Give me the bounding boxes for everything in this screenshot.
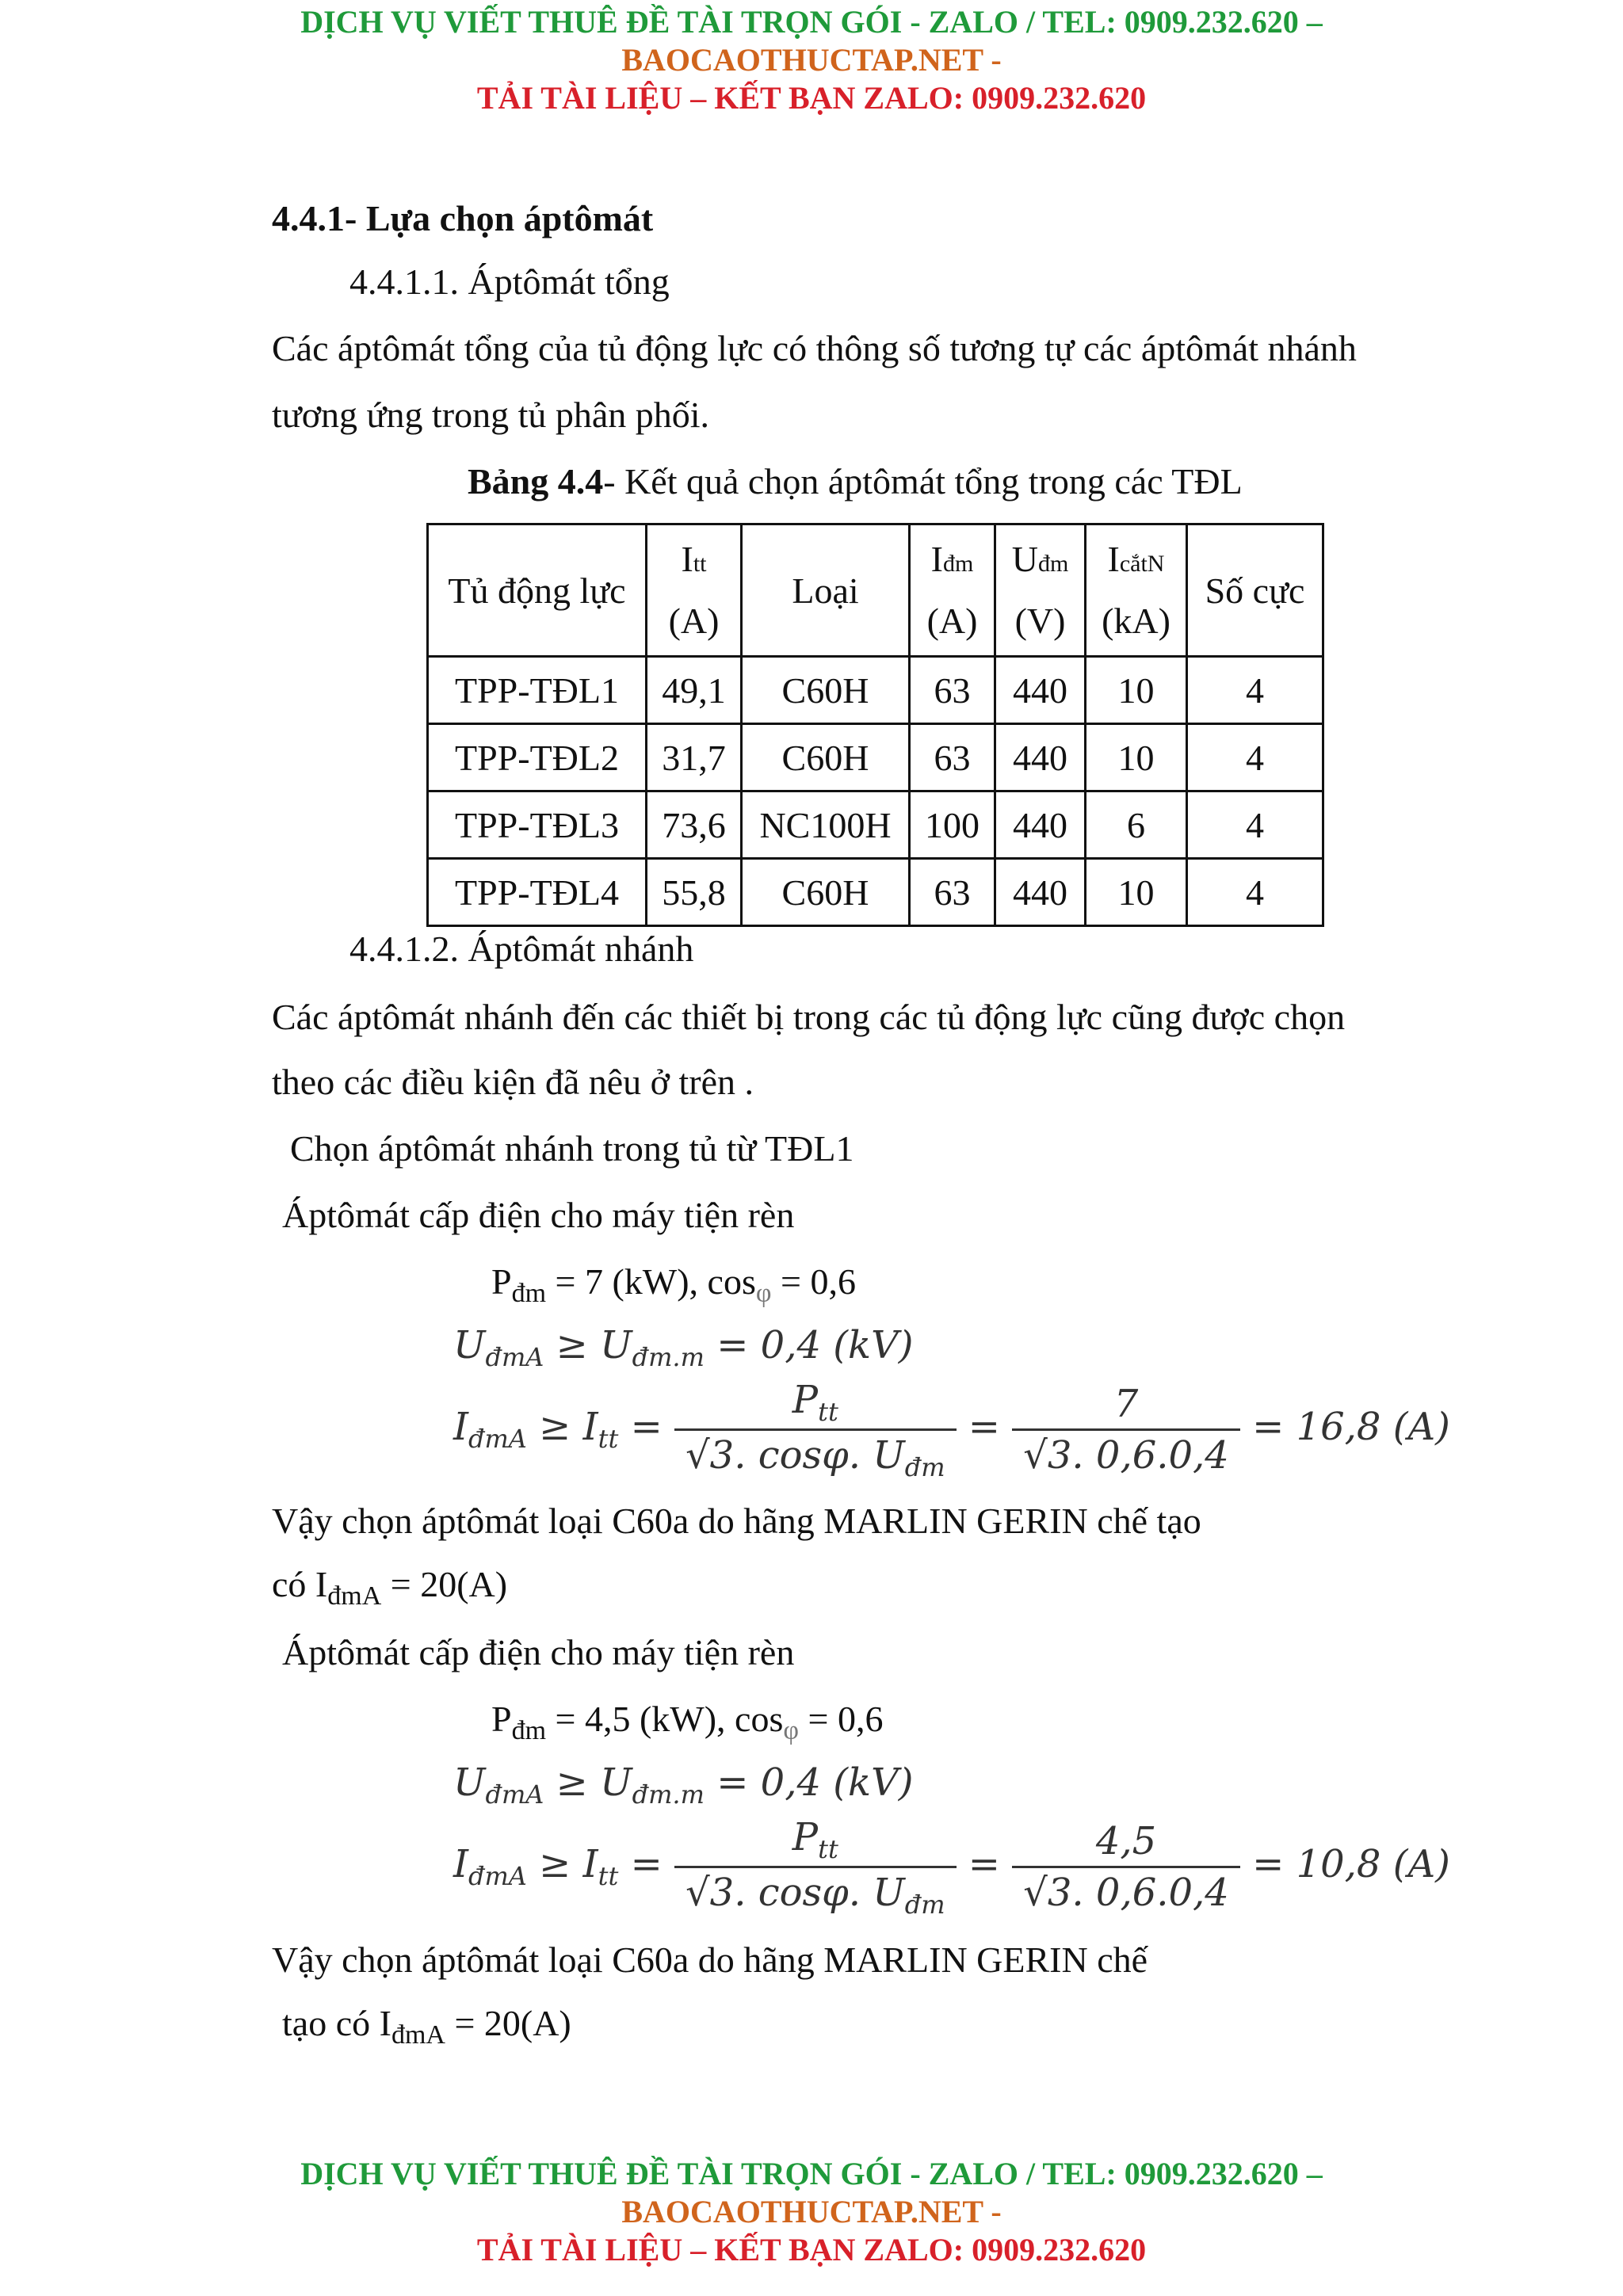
header-itt-symbol: I xyxy=(681,539,693,579)
calc1-power-subscript: đm xyxy=(511,1279,547,1308)
footer-banner xyxy=(0,2155,1623,2269)
header-panel: Tủ động lực xyxy=(428,524,647,657)
calc1-fraction-left xyxy=(674,1375,956,1484)
calc1-eq-1: = xyxy=(618,1405,675,1449)
header-idm-subscript: đm xyxy=(942,551,974,577)
table-caption-label: Bảng 4.4 xyxy=(468,461,604,502)
choose-branch-text: Chọn áptômát nhánh trong tủ từ TĐL1 xyxy=(290,1128,854,1169)
header-banner xyxy=(0,3,1623,117)
calc2-conclusion-subscript: đmA xyxy=(391,2020,445,2050)
header-poles: Số cực xyxy=(1187,524,1323,657)
calc1-conclusion-subscript: đmA xyxy=(327,1581,382,1611)
banner-service-text: DỊCH VỤ VIẾT THUÊ ĐỀ TÀI TRỌN GÓI - xyxy=(300,4,929,40)
calc1-geq-2: ≥ xyxy=(526,1405,583,1449)
cell-poles: 4 xyxy=(1187,859,1323,926)
footer-service-text: DỊCH VỤ VIẾT THUÊ ĐỀ TÀI TRỌN GÓI - xyxy=(300,2156,929,2191)
cell-itt: 31,7 xyxy=(647,724,742,791)
header-icat-unit: (kA) xyxy=(1102,601,1170,641)
footer-download-text: TẢI TÀI LIỆU – KẾT BẠN ZALO: 0909.232.620 xyxy=(476,2232,1147,2267)
calc2-u-lhs: U xyxy=(453,1760,486,1805)
cell-idm: 63 xyxy=(910,859,995,926)
calc2-i-lhs-sub: đmA xyxy=(468,1861,527,1891)
calc2-power-value: = 4,5 (kW), cos xyxy=(546,1699,784,1739)
calc2-cos-value: = 0,6 xyxy=(799,1699,884,1739)
cell-panel: TPP-TĐL4 xyxy=(428,859,647,926)
cell-itt: 49,1 xyxy=(647,657,742,724)
calc2-u-rhs: U xyxy=(600,1760,632,1805)
subsection-title-1: 4.4.1.1. Áptômát tổng xyxy=(349,261,670,302)
calc1-den-left-sub: đm xyxy=(904,1452,945,1482)
calc1-i-lhs: I xyxy=(453,1405,468,1449)
calc2-eq-2: = xyxy=(956,1842,1013,1886)
calc1-fraction-right xyxy=(1012,1379,1240,1480)
subsection-title-2: 4.4.1.2. Áptômát nhánh xyxy=(349,929,694,969)
table-row xyxy=(428,791,1323,859)
calc2-num-left-sub: tt xyxy=(818,1834,838,1864)
calc2-den-left-sub: đm xyxy=(904,1890,945,1920)
calc2-conclusion-line-1: Vậy chọn áptômát loại C60a do hãng MARLIN GERIN chế xyxy=(272,1939,1148,1980)
calc1-voltage-value: = 0,4 (kV) xyxy=(716,1323,914,1367)
cell-idm: 63 xyxy=(910,657,995,724)
calc2-power-line xyxy=(491,1697,883,1745)
cell-poles: 4 xyxy=(1187,791,1323,859)
calc1-current-formula xyxy=(453,1375,1450,1484)
header-idm-symbol: I xyxy=(930,539,943,579)
header-itt xyxy=(647,524,742,657)
calc2-fraction-right xyxy=(1012,1817,1240,1917)
table-row xyxy=(428,724,1323,791)
footer-site-text: BAOCAOTHUCTAP.NET - xyxy=(621,2194,1002,2229)
calc1-num-left-sub: tt xyxy=(818,1397,838,1427)
cell-udm: 440 xyxy=(995,657,1086,724)
calc1-voltage-formula xyxy=(453,1323,914,1372)
calc1-u-rhs: U xyxy=(600,1323,632,1367)
header-icat xyxy=(1086,524,1187,657)
calc1-conclusion-prefix: có I xyxy=(272,1564,328,1604)
calc2-num-left: P xyxy=(792,1815,819,1859)
calc2-den-right: √3. 0,6.0,4 xyxy=(1023,1871,1229,1915)
calc1-i-rhs: I xyxy=(582,1405,598,1449)
header-itt-unit: (A) xyxy=(668,601,720,641)
cell-idm: 100 xyxy=(910,791,995,859)
table-caption xyxy=(468,460,1243,504)
calc2-u-lhs-sub: đmA xyxy=(485,1779,544,1810)
calc1-title: Áptômát cấp điện cho máy tiện rèn xyxy=(282,1195,795,1235)
calc2-i-rhs: I xyxy=(582,1842,598,1886)
calc2-power-symbol: P xyxy=(491,1699,512,1739)
calc2-conclusion-value: = 20(A) xyxy=(445,2003,571,2043)
banner-contact-text: ZALO / TEL: 0909.232.620 – xyxy=(928,4,1323,40)
results-table xyxy=(426,523,1324,927)
calc2-eq-1: = xyxy=(618,1842,675,1886)
cell-panel: TPP-TĐL1 xyxy=(428,657,647,724)
banner-site-text: BAOCAOTHUCTAP.NET - xyxy=(621,42,1002,78)
calc2-i-lhs: I xyxy=(453,1842,468,1886)
header-udm-subscript: đm xyxy=(1037,551,1069,577)
calc1-conclusion-value: = 20(A) xyxy=(381,1564,508,1604)
calc2-phi-symbol: φ xyxy=(783,1716,799,1745)
cell-type: C60H xyxy=(742,657,910,724)
calc2-i-rhs-sub: tt xyxy=(598,1861,619,1891)
calc2-conclusion-line-2 xyxy=(282,2001,571,2050)
calc1-power-line xyxy=(491,1260,856,1308)
calc2-geq-2: ≥ xyxy=(526,1842,583,1886)
table-header-row xyxy=(428,524,1323,657)
calc1-num-right: 7 xyxy=(1012,1379,1240,1431)
calc1-conclusion-line-1: Vậy chọn áptômát loại C60a do hãng MARLIN GERIN chế tạo xyxy=(272,1501,1201,1541)
calc2-result: = 10,8 (A) xyxy=(1252,1842,1450,1886)
header-icat-symbol: I xyxy=(1107,539,1120,579)
calc2-voltage-formula xyxy=(453,1760,914,1810)
table-row xyxy=(428,859,1323,926)
calc1-power-symbol: P xyxy=(491,1261,512,1302)
cell-udm: 440 xyxy=(995,791,1086,859)
calc1-u-lhs-sub: đmA xyxy=(485,1342,544,1372)
calc1-phi-symbol: φ xyxy=(755,1279,772,1308)
cell-idm: 63 xyxy=(910,724,995,791)
cell-poles: 4 xyxy=(1187,724,1323,791)
section-heading: 4.4.1- Lựa chọn áptômát xyxy=(272,198,654,238)
calc1-result: = 16,8 (A) xyxy=(1252,1405,1450,1449)
cell-udm: 440 xyxy=(995,724,1086,791)
calc2-conclusion-prefix: tạo có I xyxy=(282,2003,391,2043)
paragraph-1-line-2: tương ứng trong tủ phân phối. xyxy=(272,395,710,435)
header-itt-subscript: tt xyxy=(693,551,707,577)
header-idm xyxy=(910,524,995,657)
calc2-fraction-left xyxy=(674,1813,956,1921)
cell-icat: 10 xyxy=(1086,859,1187,926)
cell-type: C60H xyxy=(742,724,910,791)
calc1-power-value: = 7 (kW), cos xyxy=(546,1261,756,1302)
header-udm-symbol: U xyxy=(1011,539,1038,579)
cell-poles: 4 xyxy=(1187,657,1323,724)
header-udm-unit: (V) xyxy=(1014,601,1066,641)
calc2-title: Áptômát cấp điện cho máy tiện rèn xyxy=(282,1632,795,1672)
cell-type: NC100H xyxy=(742,791,910,859)
calc1-geq-1: ≥ xyxy=(544,1323,601,1367)
calc2-num-right: 4,5 xyxy=(1012,1817,1240,1868)
paragraph-1-line-1: Các áptômát tổng của tủ động lực có thông số tương tự các áptômát nhánh xyxy=(272,328,1357,368)
calc1-i-lhs-sub: đmA xyxy=(468,1424,527,1454)
cell-icat: 10 xyxy=(1086,657,1187,724)
calc1-i-rhs-sub: tt xyxy=(598,1424,619,1454)
cell-udm: 440 xyxy=(995,859,1086,926)
banner-download-text: TẢI TÀI LIỆU – KẾT BẠN ZALO: 0909.232.620 xyxy=(476,80,1147,116)
cell-itt: 55,8 xyxy=(647,859,742,926)
calc1-conclusion-line-2 xyxy=(272,1562,507,1611)
calc2-u-rhs-sub: đm.m xyxy=(632,1779,705,1810)
cell-icat: 10 xyxy=(1086,724,1187,791)
paragraph-2-line-2: theo các điều kiện đã nêu ở trên . xyxy=(272,1062,754,1102)
calc2-den-left: √3. cosφ. U xyxy=(685,1871,905,1915)
cell-type: C60H xyxy=(742,859,910,926)
cell-itt: 73,6 xyxy=(647,791,742,859)
cell-icat: 6 xyxy=(1086,791,1187,859)
header-idm-unit: (A) xyxy=(926,601,978,641)
footer-contact-text: ZALO / TEL: 0909.232.620 – xyxy=(928,2156,1323,2191)
calc1-u-lhs: U xyxy=(453,1323,486,1367)
header-type: Loại xyxy=(742,524,910,657)
calc2-geq-1: ≥ xyxy=(544,1760,601,1805)
calc2-voltage-value: = 0,4 (kV) xyxy=(716,1760,914,1805)
calc2-power-subscript: đm xyxy=(511,1716,547,1745)
header-icat-subscript: cắtN xyxy=(1119,551,1165,577)
paragraph-2-line-1: Các áptômát nhánh đến các thiết bị trong các tủ động lực cũng được chọn xyxy=(272,997,1346,1037)
table-row xyxy=(428,657,1323,724)
calc1-den-right: √3. 0,6.0,4 xyxy=(1023,1433,1229,1478)
calc1-u-rhs-sub: đm.m xyxy=(632,1342,705,1372)
calc1-num-left: P xyxy=(792,1378,819,1422)
calc2-current-formula xyxy=(453,1813,1450,1921)
calc1-eq-2: = xyxy=(956,1405,1013,1449)
header-udm xyxy=(995,524,1086,657)
calc1-cos-value: = 0,6 xyxy=(771,1261,856,1302)
cell-panel: TPP-TĐL3 xyxy=(428,791,647,859)
table-caption-text: - Kết quả chọn áptômát tổng trong các TĐL xyxy=(603,461,1243,502)
calc1-den-left: √3. cosφ. U xyxy=(685,1433,905,1478)
cell-panel: TPP-TĐL2 xyxy=(428,724,647,791)
